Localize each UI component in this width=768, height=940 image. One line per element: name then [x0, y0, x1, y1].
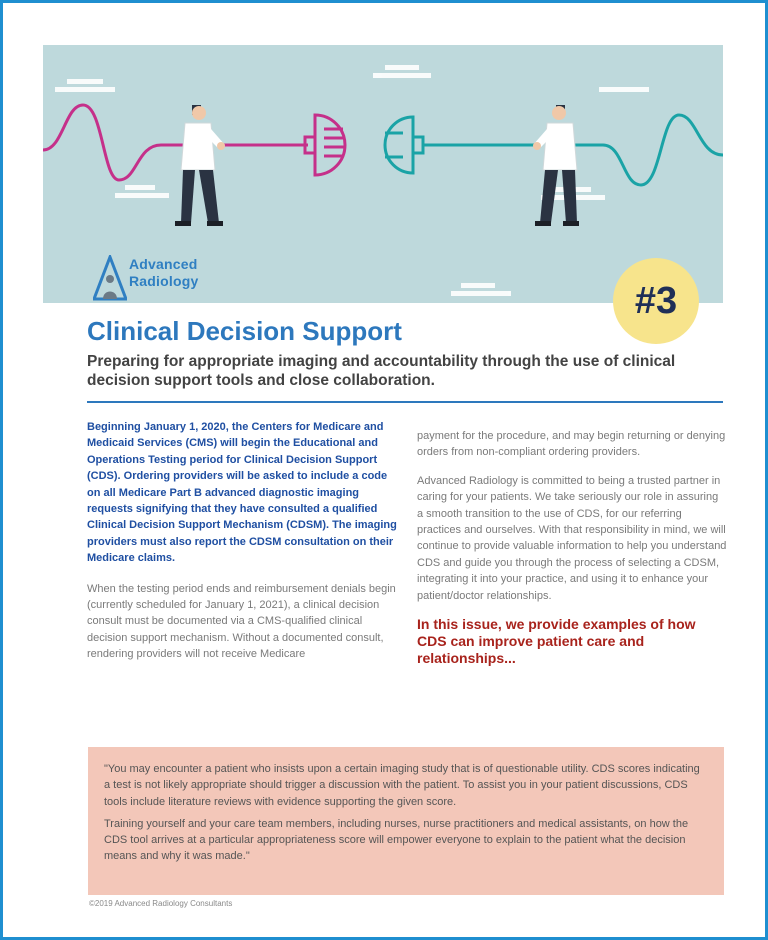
body-paragraph-3: Advanced Radiology is committed to being a trusted partner in caring for your patients. We take seriously our role in assuring a smooth transition to the use of CDS, for our referring practices and ourselves. With that responsibility in mind, we will continue to provide valuable information to help you understand CDS and guide you through the process of selecting a CDSM, integrating it into your practice, and using it to enhance your patient/doctor relationships.: [417, 474, 727, 602]
logo-text-line1: Advanced: [129, 256, 198, 272]
title-divider: [87, 401, 723, 403]
quote-box: [88, 747, 724, 895]
flyer-page: [3, 3, 765, 937]
issue-number-badge: [613, 258, 699, 344]
page-title: Clinical Decision Support: [87, 316, 402, 346]
left-person-figure: [175, 105, 225, 226]
teal-plug-icon: [385, 117, 423, 173]
quote-text: [104, 761, 704, 871]
left-column: [87, 419, 399, 663]
hero-illustration: [43, 45, 723, 303]
logo-text-line2: Radiology: [129, 273, 199, 289]
intro-paragraph: Beginning January 1, 2020, the Centers for Medicare and Medicaid Services (CMS) will begin the Educational and Operations Testing period for Clinical Decision Support (CDS). Ordering providers will be asked to include a code on all Medicare Part B advanced diagnostic imaging requests signifying that they have consulted a qualified Clinical Decision Support Mechanism (CDSM). The imaging providers must also report the CDSM consultation on their Medicare claims.: [87, 421, 397, 565]
right-column: [417, 428, 727, 667]
body-paragraph-2: payment for the procedure, and may begin returning or denying orders from non-compliant ordering providers.: [417, 430, 726, 459]
magenta-plug-icon: [305, 115, 345, 175]
copyright-notice: ©2019 Advanced Radiology Consultants: [89, 899, 233, 908]
callout-text: In this issue, we provide examples of how CDS can improve patient care and relationships...: [417, 616, 696, 667]
advanced-radiology-logo: [93, 255, 199, 301]
quote-paragraph-2: Training yourself and your care team members, including nurses, nurse practitioners and medical assistants, on how the CDS tool arrives at a particular appropriateness score will empower everyone to explain to the patient what the decision means and why it was made.": [104, 817, 689, 863]
page-subtitle: Preparing for appropriate imaging and accountability through the use of clinical decision support tools and close collaboration.: [87, 353, 676, 389]
body-paragraph-1: When the testing period ends and reimbursement denials begin (currently scheduled for January 1, 2021), a clinical decision consult must be documented via a CMS-qualified clinical decision support mechanism. Without a documented consult, rendering providers will not receive Medicare: [87, 582, 396, 661]
issue-number: #3: [634, 279, 678, 322]
logo-mark-icon: [93, 255, 127, 301]
right-person-figure: [533, 105, 579, 226]
magenta-cable: [43, 105, 193, 180]
quote-paragraph-1: "You may encounter a patient who insists upon a certain imaging study that is of questionable utility. CDS scores indicating a test is not likely appropriate should trigger a discussion with the patient. To assist you in your patient discussions, CDS tools include literature reviews with evidence supporting the given score.: [104, 763, 700, 808]
